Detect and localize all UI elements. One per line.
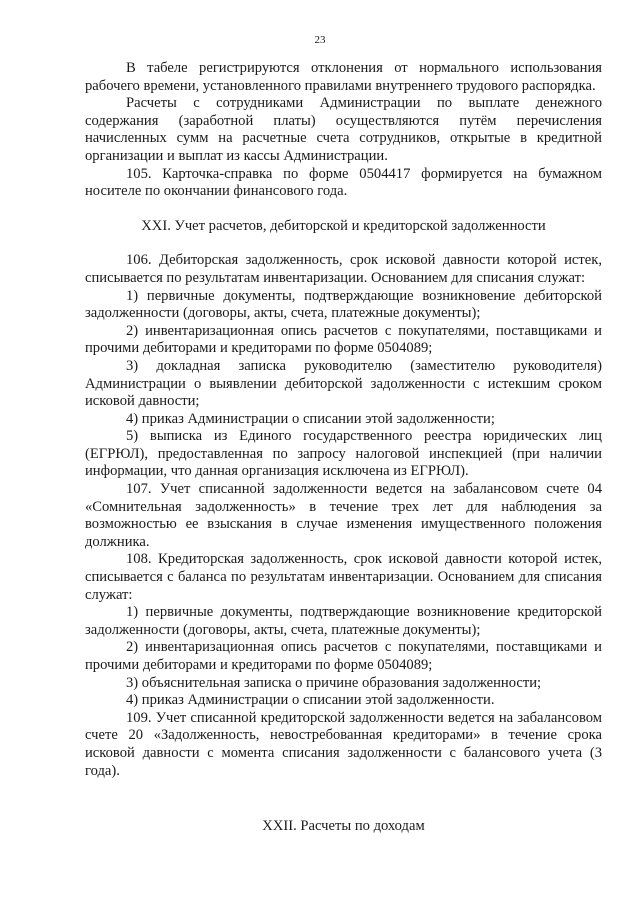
list-item: 4) приказ Администрации о списании этой задолженности. <box>126 692 495 709</box>
paragraph: 106. Дебиторская задолженность, срок исковой давности которой истек, списывается по результатам инвентаризации. Основанием для списания служат: <box>85 252 602 286</box>
document-body <box>85 60 602 836</box>
list-item: 3) объяснительная записка о причине образования задолженности; <box>126 674 542 691</box>
paragraph: 107. Учет списанной задолженности ведется на забалансовом счете 04 «Сомнительная задолженность» в течение трех лет для наблюдения за возможностью ее взыскания в случае изменения имущественного положения должника. <box>85 481 602 550</box>
list-item: 1) первичные документы, подтверждающие возникновение дебиторской задолженности (договоры, акты, счета, платежные документы); <box>85 287 602 322</box>
list-item: 2) инвентаризационная опись расчетов с покупателями, поставщиками и прочими дебиторами и кредиторами по форме 0504089; <box>85 322 602 357</box>
section-heading-21: XXI. Учет расчетов, дебиторской и кредиторской задолженности <box>141 217 546 234</box>
paragraph: 109. Учет списанной кредиторской задолженности ведется на забалансовом счете 20 «Задолженность, невостребованная кредиторами» в течение срока исковой давности с момента списания задолженности с балансового учета (3 года). <box>85 709 602 779</box>
list-item: 1) первичные документы, подтверждающие возникновение кредиторской задолженности (договоры, акты, счета, платежные документы); <box>85 604 602 638</box>
list-item: 4) приказ Администрации о списании этой задолженности; <box>126 410 495 427</box>
list-item: 5) выписка из Единого государственного реестра юридических лиц (ЕГРЮЛ), предоставленная по запросу налоговой инспекцией (при наличии информации, что данная организация исключена из ЕГРЮЛ). <box>85 428 602 480</box>
section-heading-22: XXII. Расчеты по доходам <box>262 818 425 835</box>
page-number: 23 <box>314 34 326 46</box>
list-item: 2) инвентаризационная опись расчетов с покупателями, поставщиками и прочими дебиторами и кредиторами по форме 0504089; <box>85 639 602 673</box>
paragraph: 105. Карточка-справка по форме 0504417 формируется на бумажном носителе по окончании финансового года. <box>85 165 602 200</box>
list-item: 3) докладная записка руководителю (заместителю руководителя) Администрации о выявлении дебиторской задолженности с истекшим сроком исковой давности; <box>85 357 602 410</box>
paragraph: 108. Кредиторская задолженность, срок исковой давности которой истек, списывается с баланса по результатам инвентаризации. Основанием для списания служат: <box>85 551 602 603</box>
paragraph: Расчеты с сотрудниками Администрации по выплате денежного содержания (заработной платы) осуществляются путём перечисления начисленных сумм на расчетные счета сотрудников, открытые в кредитной организации и выплат из кассы Администрации. <box>85 95 602 164</box>
paragraph: В табеле регистрируются отклонения от нормального использования рабочего времени, установленного правилами внутреннего трудового распорядка. <box>85 60 602 94</box>
